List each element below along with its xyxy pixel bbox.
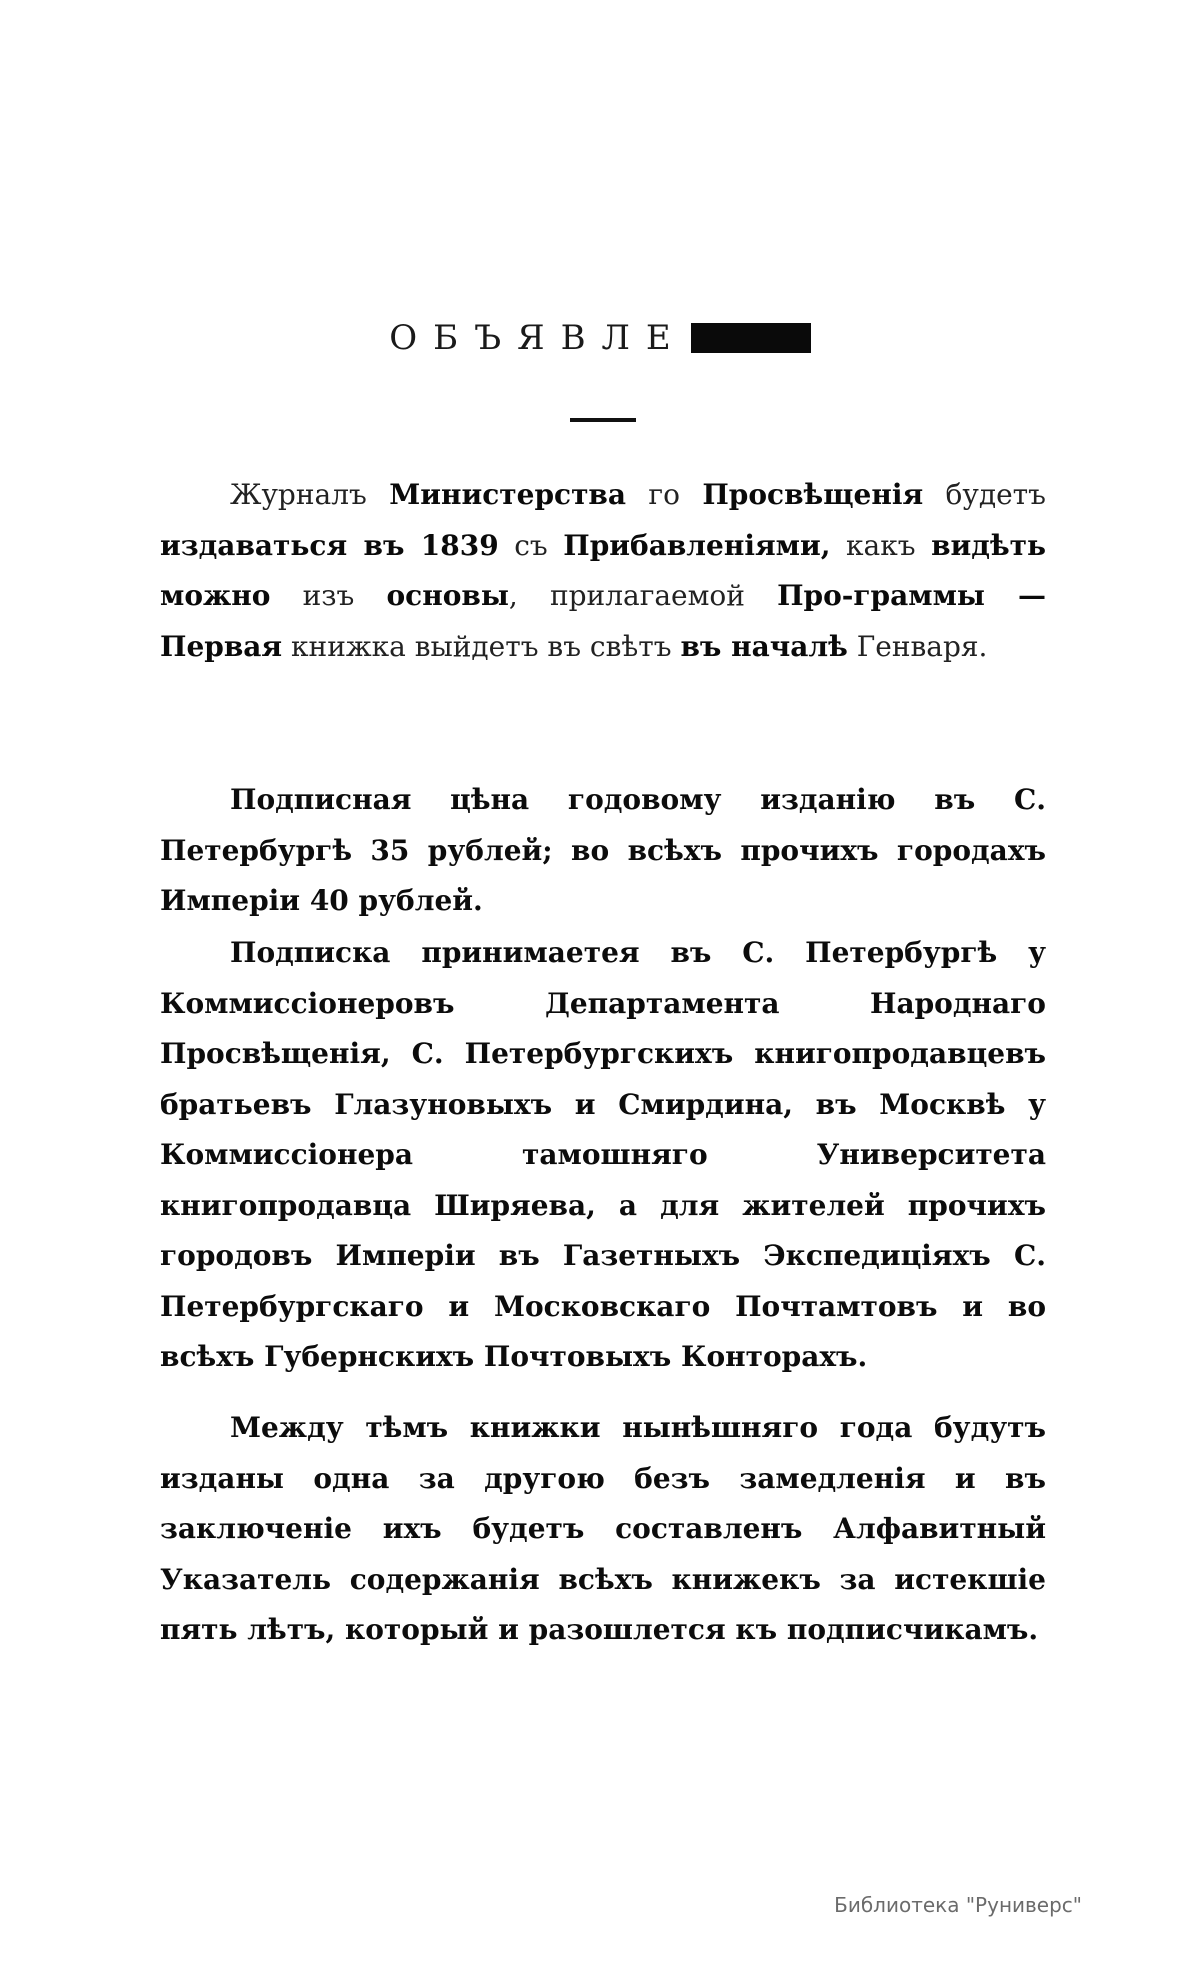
redaction-bar bbox=[691, 323, 811, 353]
paragraph-index-notice: Между тѣмъ книжки нынѣшняго года будутъ изданы одна за другою безъ замедленія и въ заключеніе ихъ будетъ составленъ Алфавитный Указатель содержанія всѣхъ книжекъ за истекшіе пять лѣтъ, который и разошлется къ подписчикамъ. bbox=[160, 1411, 1046, 1646]
heading-text: ОБЪЯВЛЕ bbox=[389, 318, 687, 358]
paragraph-subscription-price: Подписная цѣна годовому изданію въ С. Петербургѣ 35 рублей; во всѣхъ прочихъ городахъ Имперіи 40 рублей. bbox=[160, 783, 1046, 917]
library-watermark: Библиотека "Руниверс" bbox=[834, 1893, 1082, 1917]
heading-divider bbox=[570, 418, 636, 422]
paragraph-journal-schedule: Журналъ Министерства го Просвѣщенія будетъ издаваться въ 1839 съ Прибавленіями, какъ видѣть можно изъ основы, прилагаемой Про-граммы — Первая книжка выйдетъ въ свѣтъ въ началѣ Генваря. bbox=[160, 478, 1047, 663]
paragraph-subscription-agents: Подписка принимаетея въ С. Петербургѣ у Коммиссіонеровъ Департамента Народнаго Просвѣщенія, С. Петербургскихъ книгопродавцевъ братьевъ Глазуновыхъ и Смирдина, въ Москвѣ у Коммиссіонера тамошняго Университета книгопродавца Ширяева, а для жителей прочихъ городовъ Имперіи въ Газетныхъ Экспедиціяхъ С. Петербургскаго и Московскаго Почтамтовъ и во всѣхъ Губернскихъ Почтовыхъ Конторахъ. bbox=[160, 936, 1046, 1373]
announcement-heading bbox=[0, 318, 1200, 358]
